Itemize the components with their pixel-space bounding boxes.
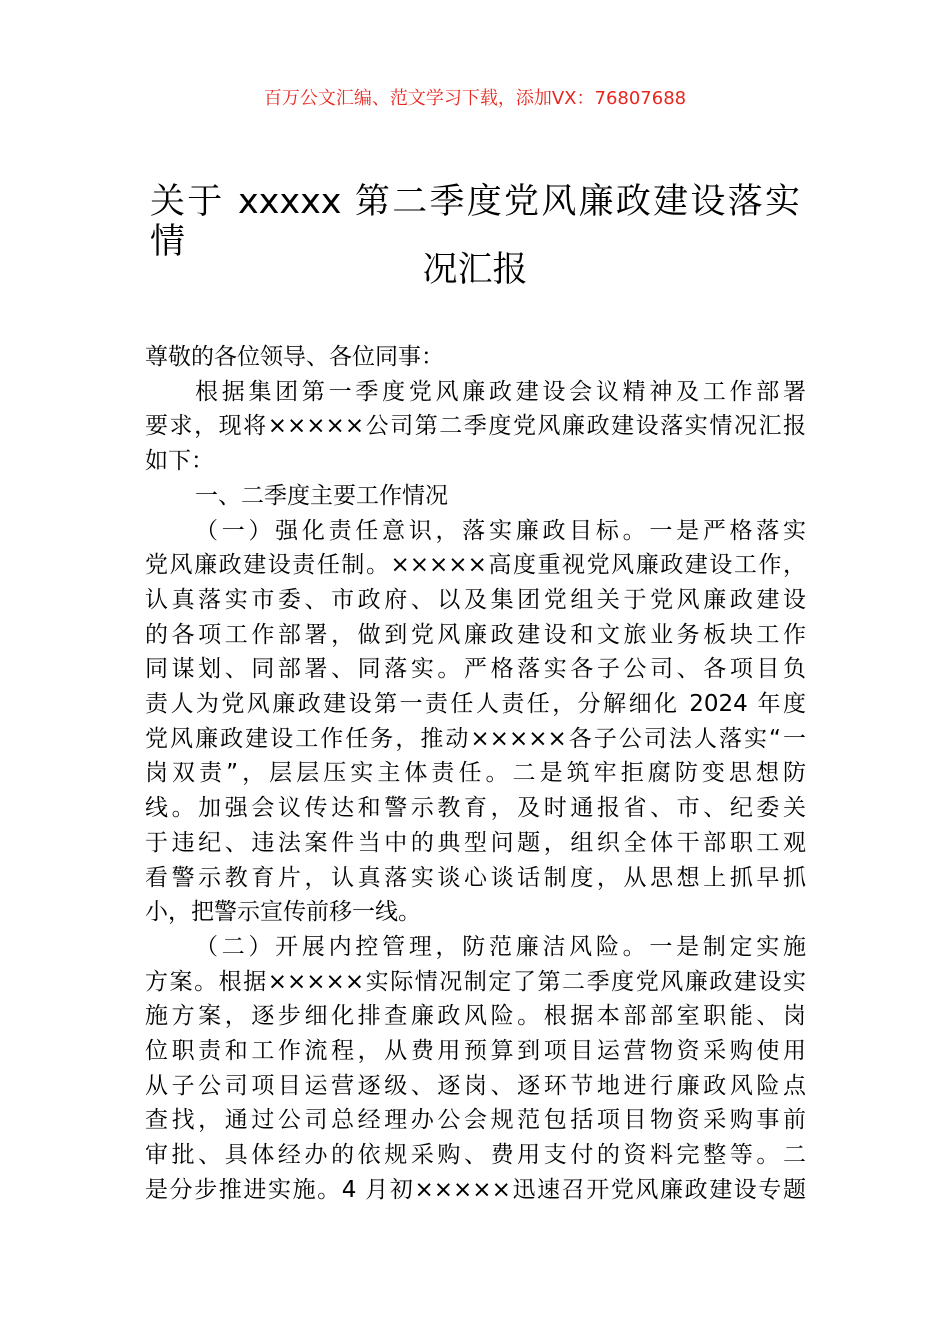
body-text-line: 岗双责”，层层压实主体责任。二是筑牢拒腐防变思想防 [145, 760, 806, 787]
body-text-line: 看警示教育片，认真落实谈心谈话制度，从思想上抓早抓 [145, 864, 806, 891]
body-text-line: 如下： [145, 448, 214, 475]
body-text-line: 责人为党风廉政建设第一责任人责任，分解细化 2024 年度 [145, 691, 806, 717]
body-text-line: 根据集团第一季度党风廉政建设会议精神及工作部署 [195, 378, 806, 405]
body-text-line: 审批、具体经办的依规采购、费用支付的资料完整等。二 [145, 1142, 806, 1169]
body-text-line: 是分步推进实施。4 月初×××××迅速召开党风廉政建设专题 [145, 1176, 806, 1203]
body-text-line: 党风廉政建设工作任务，推动×××××各子公司法人落实“一 [145, 725, 806, 752]
document-title-line-2: 况汇报 [422, 250, 528, 290]
body-text-line: 党风廉政建设责任制。×××××高度重视党风廉政建设工作， [145, 552, 806, 579]
document-title-line-1: 关于 xxxxx 第二季度党风廉政建设落实情 [150, 182, 800, 262]
body-text-line: 小，把警示宣传前移一线。 [145, 899, 421, 926]
body-text-line: 的各项工作部署，做到党风廉政建设和文旅业务板块工作 [145, 621, 806, 648]
watermark-header: 百万公文汇编、范文学习下载，添加VX：76807688 [263, 88, 687, 109]
body-text-line: 尊敬的各位领导、各位同事： [145, 344, 444, 370]
body-text-line: 同谋划、同部署、同落实。严格落实各子公司、各项目负 [145, 656, 806, 683]
body-text-line: 认真落实市委、市政府、以及集团党组关于党风廉政建设 [145, 586, 806, 613]
body-text-line: 从子公司项目运营逐级、逐岗、逐环节地进行廉政风险点 [145, 1072, 806, 1099]
body-text-line: （二）开展内控管理，防范廉洁风险。一是制定实施 [195, 933, 806, 960]
section-heading: 一、二季度主要工作情况 [195, 482, 448, 509]
body-text-line: 方案。根据×××××实际情况制定了第二季度党风廉政建设实 [145, 968, 806, 995]
body-text-line: 位职责和工作流程，从费用预算到项目运营物资采购使用 [145, 1038, 806, 1064]
body-text-line: 查找，通过公司总经理办公会规范包括项目物资采购事前 [145, 1107, 806, 1134]
body-text-line: （一）强化责任意识，落实廉政目标。一是严格落实 [195, 517, 806, 544]
body-text-line: 线。加强会议传达和警示教育，及时通报省、市、纪委关 [145, 795, 806, 822]
body-text-line: 施方案，逐步细化排查廉政风险。根据本部部室职能、岗 [145, 1003, 806, 1030]
body-text-line: 于违纪、违法案件当中的典型问题，组织全体干部职工观 [145, 829, 806, 856]
body-text-line: 要求，现将×××××公司第二季度党风廉政建设落实情况汇报 [145, 413, 806, 440]
